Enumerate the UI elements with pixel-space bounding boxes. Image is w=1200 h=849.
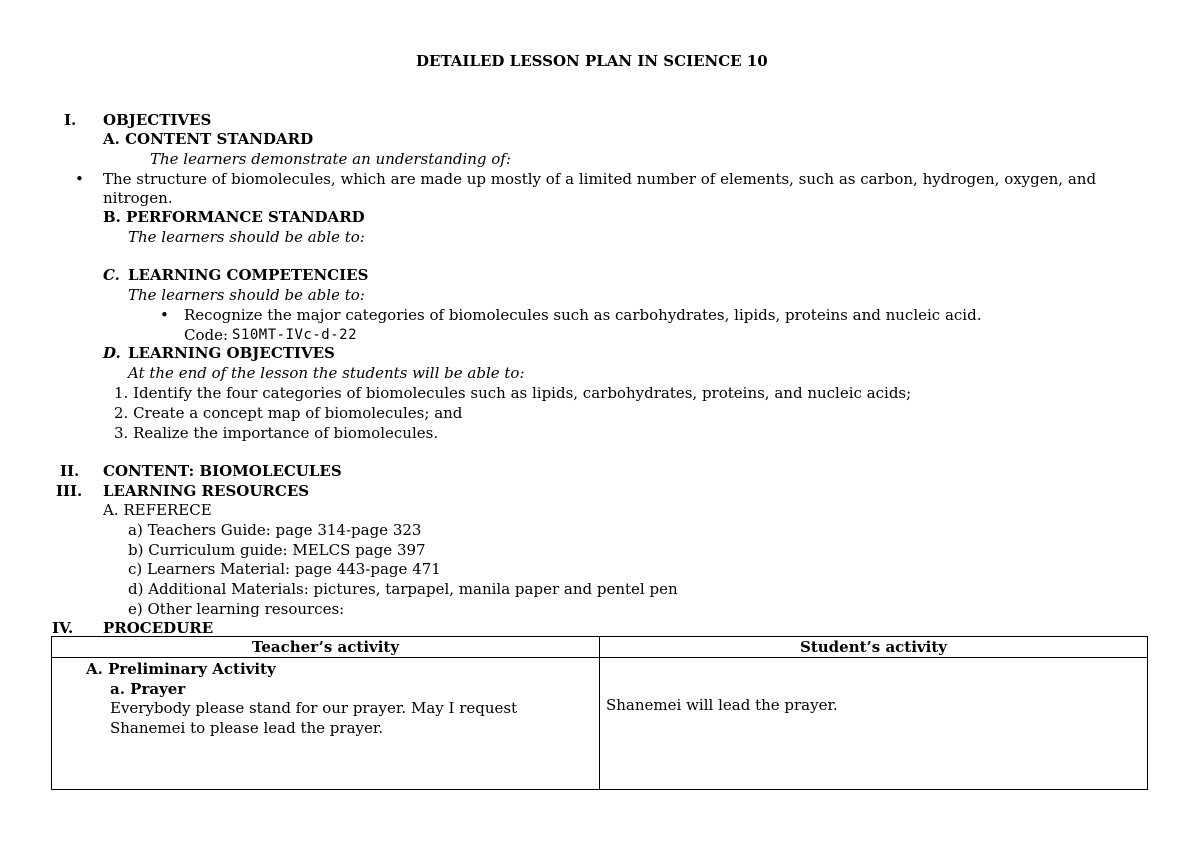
resource-item: b) Curriculum guide: MELCS page 397 <box>128 541 426 559</box>
competencies-letter: C. <box>103 266 120 284</box>
table-row <box>52 658 1148 790</box>
reference-subheading: A. REFERECE <box>103 501 212 519</box>
learning-objective-item: 1. Identify the four categories of biomolecules such as lipids, carbohydrates, proteins, and nucleic acids; <box>114 384 912 402</box>
resources-heading: LEARNING RESOURCES <box>103 482 310 500</box>
procedure-table <box>51 636 1148 790</box>
resource-item: e) Other learning resources: <box>128 600 345 618</box>
teacher-activity-cell <box>52 658 600 790</box>
section-numeral-ii: II. <box>60 462 80 480</box>
content-heading: CONTENT: BIOMOLECULES <box>103 462 342 480</box>
performance-standard-intro: The learners should be able to: <box>128 228 365 246</box>
student-activity-header: Student’s activity <box>600 637 1148 658</box>
content-standard-heading: A. CONTENT STANDARD <box>103 130 314 148</box>
prayer-subheading: a. Prayer <box>110 680 186 698</box>
competency-item: Recognize the major categories of biomolecules such as carbohydrates, lipids, proteins and nucleic acid. <box>184 306 982 324</box>
teacher-activity-header: Teacher’s activity <box>52 637 600 658</box>
teacher-instruction-line1: Everybody please stand for our prayer. May I request <box>110 699 518 717</box>
content-standard-intro: The learners demonstrate an understanding of: <box>150 150 511 168</box>
learning-objective-item: 2. Create a concept map of biomolecules; and <box>114 404 463 422</box>
objectives-heading: OBJECTIVES <box>103 111 212 129</box>
resource-item: c) Learners Material: page 443-page 471 <box>128 560 441 578</box>
procedure-heading: PROCEDURE <box>103 619 214 637</box>
section-numeral-iii: III. <box>56 482 83 500</box>
competencies-intro: The learners should be able to: <box>128 286 365 304</box>
student-response: Shanemei will lead the prayer. <box>606 696 838 714</box>
competency-code: S10MT-IVc-d-22 <box>232 327 358 343</box>
content-standard-text-line2: nitrogen. <box>103 189 173 207</box>
resource-item: d) Additional Materials: pictures, tarpapel, manila paper and pentel pen <box>128 580 678 598</box>
page-title: DETAILED LESSON PLAN IN SCIENCE 10 <box>416 52 768 70</box>
learning-objectives-heading: LEARNING OBJECTIVES <box>128 344 335 362</box>
student-activity-cell <box>600 658 1148 790</box>
section-numeral-iv: IV. <box>52 619 74 637</box>
section-numeral-i: I. <box>64 111 77 129</box>
objectives-letter: D. <box>103 344 121 362</box>
teacher-instruction-line2: Shanemei to please lead the prayer. <box>110 719 384 737</box>
performance-standard-heading: B. PERFORMANCE STANDARD <box>103 208 365 226</box>
table-header-row <box>52 637 1148 658</box>
competency-code-label: Code: <box>184 326 229 344</box>
resource-item: a) Teachers Guide: page 314-page 323 <box>128 521 422 539</box>
learning-objective-item: 3. Realize the importance of biomolecules. <box>114 424 439 442</box>
learning-objectives-intro: At the end of the lesson the students will be able to: <box>128 364 525 382</box>
bullet-icon: • <box>160 306 169 324</box>
preliminary-activity-heading: A. Preliminary Activity <box>86 660 276 678</box>
bullet-icon: • <box>75 170 84 188</box>
content-standard-text-line1: The structure of biomolecules, which are made up mostly of a limited number of elements, such as carbon, hydrogen, oxygen, and <box>103 170 1097 188</box>
competencies-heading: LEARNING COMPETENCIES <box>128 266 369 284</box>
